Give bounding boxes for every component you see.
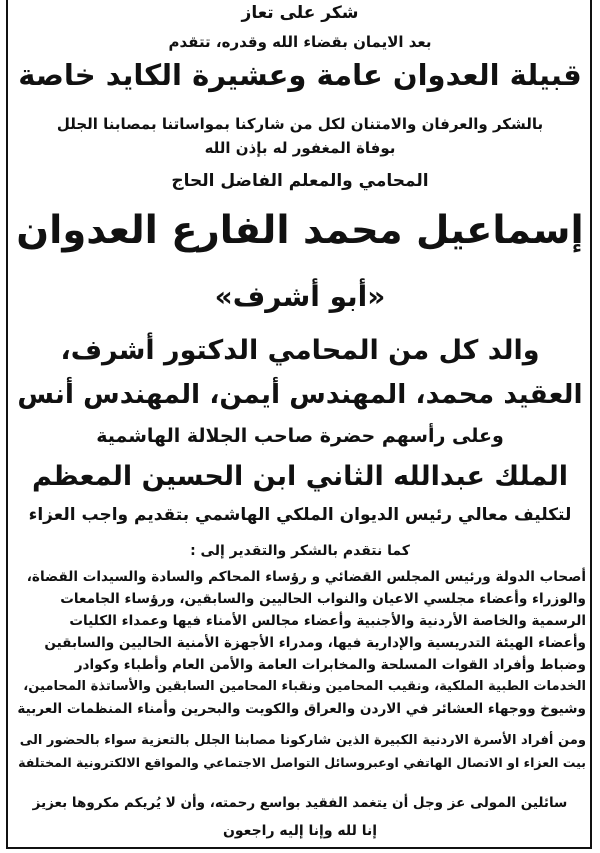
thanks-line-2: بوفاة المغفور له بإذن الله: [204, 139, 396, 157]
recipients-line: والوزراء وأعضاء مجلسي الاعيان والنواب الحاليين والسابقين، ورؤساء الجامعات: [60, 591, 586, 607]
deceased-titles: المحامي والمعلم الفاضل الحاج: [171, 171, 429, 191]
notice-heading: شكر على تعاز: [241, 3, 359, 23]
recipients-line: أصحاب الدولة ورئيس المجلس القضائي و رؤساء المحاكم والسادة والسيدات القضاة،: [26, 569, 586, 585]
king-name: الملك عبدالله الثاني ابن الحسين المعظم: [31, 461, 569, 492]
closing-verse: إنا لله وإنا إليه راجعون: [222, 823, 378, 839]
tribe-name: قبيلة العدوان عامة وعشيرة الكايد خاصة: [18, 58, 582, 92]
also-thanks-line: كما نتقدم بالشكر والتقدير إلى :: [190, 543, 410, 559]
family-paragraph: [14, 730, 586, 774]
recipients-line: وأعضاء الهيئة التدريسية والإدارية فيها، ومدراء الأجهزة الأمنية الحاليين والسابقين: [44, 635, 586, 651]
recipients-line: وضباط وأفراد القوات المسلحة والمخابرات العامة والأمن العام وأطباء وكوادر: [74, 657, 586, 673]
recipients-line: الخدمات الطبية الملكية، ونقيب المحامين ونقباء المحامين السابقين والأساتذة المحامين،: [23, 679, 586, 694]
intro-line: بعد الايمان بقضاء الله وقدره، تتقدم: [168, 33, 432, 51]
recipients-paragraph: [14, 566, 586, 720]
condolence-notice: [14, 0, 586, 853]
recipients-line: وشيوخ ووجهاء العشائر في الاردن والعراق والكويت والبحرين وأمناء المنظمات العربية: [17, 701, 586, 717]
prayer-line: سائلين المولى عز وجل أن يتغمد الفقيد بواسع رحمته، وأن لا يُريكم مكروها بعزيز: [32, 795, 568, 811]
family-line: بيت العزاء او الاتصال الهاتفي اوعبروسائل التواصل الاجتماعي والمواقع الالكترونية المختلفة: [18, 755, 586, 770]
father-of-line-1: والد كل من المحامي الدكتور أشرف،: [60, 335, 540, 366]
recipients-line: الرسمية والخاصة الأردنية والأجنبية وأعضاء مجالس الأمناء فيها وعمداء الكليات: [69, 613, 586, 629]
thanks-line-1: بالشكر والعرفان والامتنان لكل من شاركنا بمواساتنا بمصابنا الجلل: [56, 115, 544, 133]
father-of-line-2: العقيد محمد، المهندس أيمن، المهندس أنس: [17, 379, 583, 410]
royal-court-line: لتكليف معالي رئيس الديوان الملكي الهاشمي بتقديم واجب العزاء: [28, 505, 572, 525]
deceased-nickname: «أبو أشرف»: [214, 280, 386, 313]
deceased-name: إسماعيل محمد الفارع العدوان: [16, 208, 584, 253]
foremost-line: وعلى رأسهم حضرة صاحب الجلالة الهاشمية: [96, 425, 504, 447]
family-line: ومن أفراد الأسرة الاردنية الكبيرة الذين شاركونا مصابنا الجلل بالتعزية سواء بالحضور الى: [19, 733, 586, 748]
